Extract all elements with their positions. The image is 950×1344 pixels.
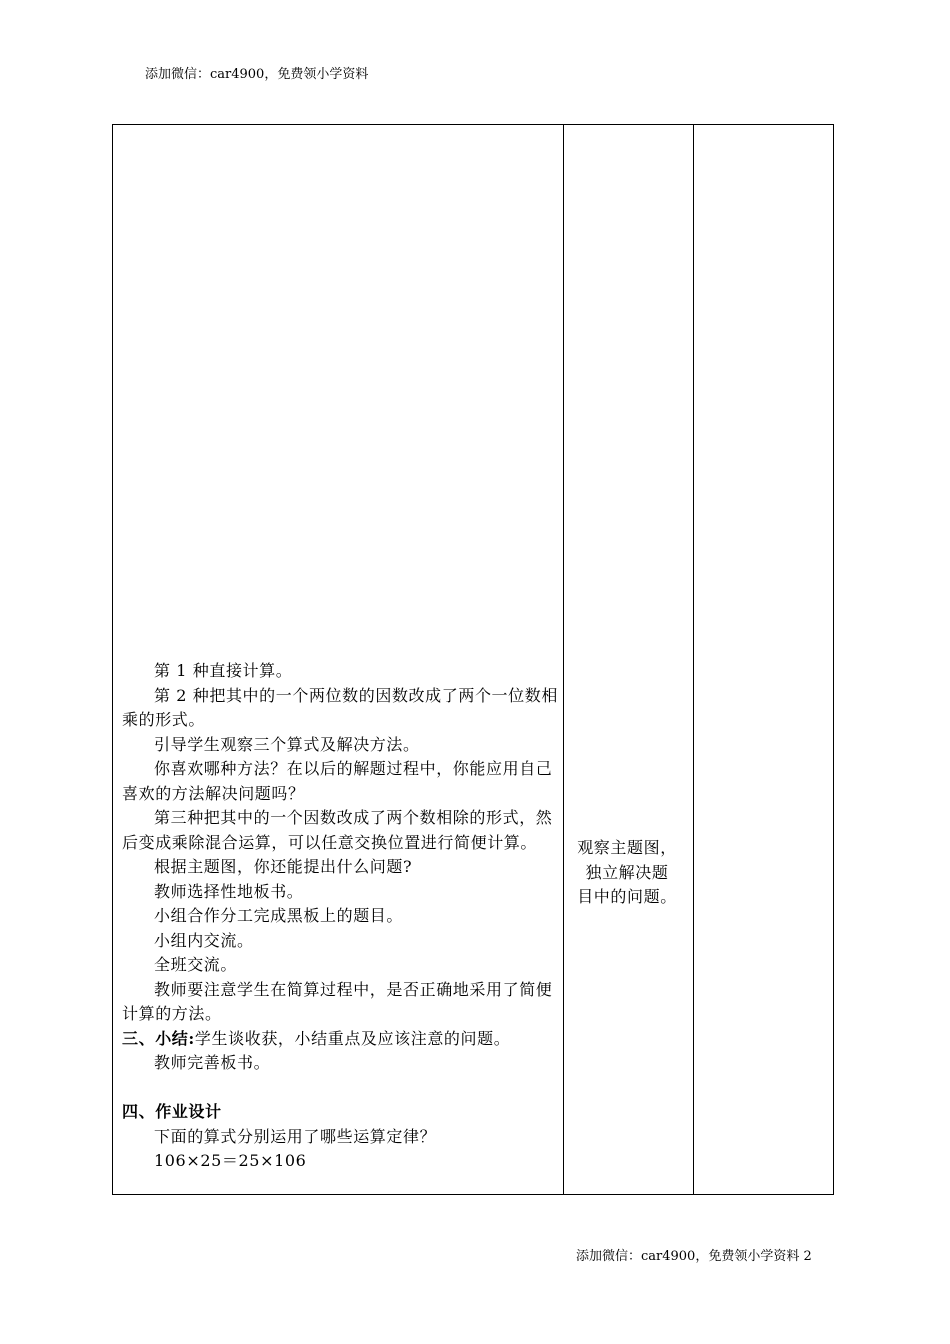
header-note: 添加微信：car4900，免费领小学资料 <box>145 67 369 82</box>
paragraph: 第 1 种直接计算。 <box>154 661 293 680</box>
student-activity-line: 观察主题图， <box>577 838 677 857</box>
paragraph: 教师完善板书。 <box>154 1053 271 1072</box>
paragraph: 第 2 种把其中的一个两位数的因数改成了两个一位数相乘的形式。 <box>122 685 558 729</box>
paragraph: 你喜欢哪种方法？在以后的解题过程中，你能应用自己喜欢的方法解决问题吗？ <box>122 759 553 803</box>
blank-line <box>122 1076 558 1101</box>
footer-note: 添加微信：car4900，免费领小学资料 2 <box>576 1249 812 1264</box>
paragraph: 下面的算式分别运用了哪些运算定律？ <box>154 1126 437 1146</box>
paragraph: 引导学生观察三个算式及解决方法。 <box>154 734 420 754</box>
paragraph: 小组合作分工完成黑板上的题目。 <box>154 906 404 925</box>
paragraph: 小组内交流。 <box>154 930 254 950</box>
teaching-process-column <box>122 659 558 1174</box>
homework-heading: 四、作业设计 <box>122 1102 222 1121</box>
paragraph: 教师要注意学生在简算过程中，是否正确地采用了简便计算的方法。 <box>122 979 553 1023</box>
equation-line: 106×25＝25×106 <box>154 1151 307 1170</box>
paragraph: 教师选择性地板书。 <box>154 881 304 901</box>
student-activity-line: 独立解决题 <box>585 862 669 882</box>
paragraph: 根据主题图，你还能提出什么问题? <box>154 857 413 876</box>
summary-heading: 三、小结: <box>122 1028 195 1048</box>
summary-paragraph <box>122 1027 558 1052</box>
paragraph: 第三种把其中的一个因数改成了两个数相除的形式，然后变成乘除混合运算，可以任意交换位置进行简便计算。 <box>122 808 553 852</box>
student-activity-line: 目中的问题。 <box>577 887 677 906</box>
column-divider-1 <box>563 125 564 1194</box>
summary-text: 学生谈收获，小结重点及应该注意的问题。 <box>194 1028 511 1048</box>
column-divider-2 <box>693 125 694 1194</box>
paragraph: 全班交流。 <box>154 955 238 974</box>
student-activity-column <box>566 836 688 910</box>
